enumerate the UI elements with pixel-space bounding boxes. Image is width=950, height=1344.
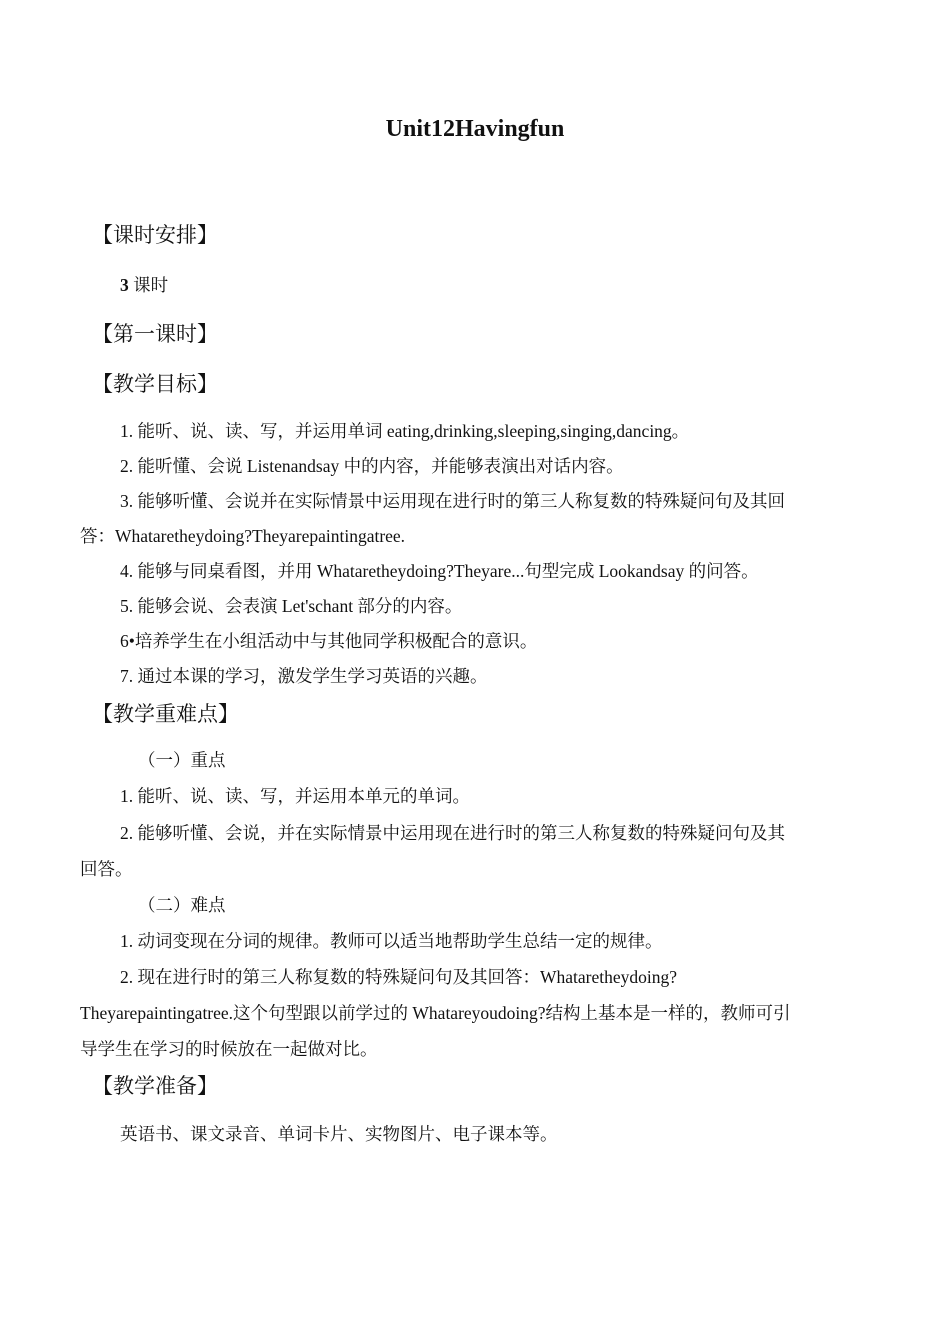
objective-item: 6•培养学生在小组活动中与其他同学积极配合的意识。 (120, 631, 538, 651)
objective-item: 3. 能够听懂、会说并在实际情景中运用现在进行时的第三人称复数的特殊疑问句及其回 (120, 491, 785, 511)
difficult-point-item: 2. 现在进行时的第三人称复数的特殊疑问句及其回答：Whataretheydoing? (120, 967, 678, 987)
heading-keypoints: 【教学重难点】 (92, 702, 239, 726)
heading-preparation: 【教学准备】 (92, 1074, 218, 1098)
objective-item: 1. 能听、说、读、写，并运用单词 eating,drinking,sleeping,singing,dancing。 (120, 421, 690, 441)
difficult-point-item-continued: 导学生在学习的时候放在一起做对比。 (80, 1039, 378, 1059)
key-point-item: 2. 能够听懂、会说，并在实际情景中运用现在进行时的第三人称复数的特殊疑问句及其 (120, 823, 785, 843)
schedule-value (120, 273, 168, 297)
key-points-label: （一）重点 (138, 750, 226, 770)
objective-item: 4. 能够与同桌看图，并用 Whataretheydoing?Theyare...句型完成 Lookandsay 的问答。 (120, 561, 759, 581)
difficult-point-item: 1. 动词变现在分词的规律。教师可以适当地帮助学生总结一定的规律。 (120, 931, 663, 951)
heading-schedule: 【课时安排】 (92, 223, 218, 247)
heading-lesson1: 【第一课时】 (92, 322, 218, 346)
difficult-points-label: （二）难点 (138, 895, 226, 915)
document-title: Unit12Havingfun (385, 116, 565, 142)
schedule-number: 3 (120, 275, 129, 295)
difficult-point-item-continued: Theyarepaintingatree.这个句型跟以前学过的 Whatareyoudoing?结构上基本是一样的，教师可引 (80, 1003, 791, 1023)
heading-objectives: 【教学目标】 (92, 372, 218, 396)
key-point-item: 1. 能听、说、读、写，并运用本单元的单词。 (120, 786, 470, 806)
objective-item-continued: 答：Whataretheydoing?Theyarepaintingatree. (80, 526, 406, 546)
objective-item: 5. 能够会说、会表演 Let'schant 部分的内容。 (120, 596, 463, 616)
objective-item: 7. 通过本课的学习，激发学生学习英语的兴趣。 (120, 666, 488, 686)
schedule-unit: 课时 (133, 275, 169, 295)
objective-item: 2. 能听懂、会说 Listenandsay 中的内容，并能够表演出对话内容。 (120, 456, 624, 476)
preparation-text: 英语书、课文录音、单词卡片、实物图片、电子课本等。 (120, 1124, 558, 1144)
key-point-item-continued: 回答。 (80, 859, 133, 879)
